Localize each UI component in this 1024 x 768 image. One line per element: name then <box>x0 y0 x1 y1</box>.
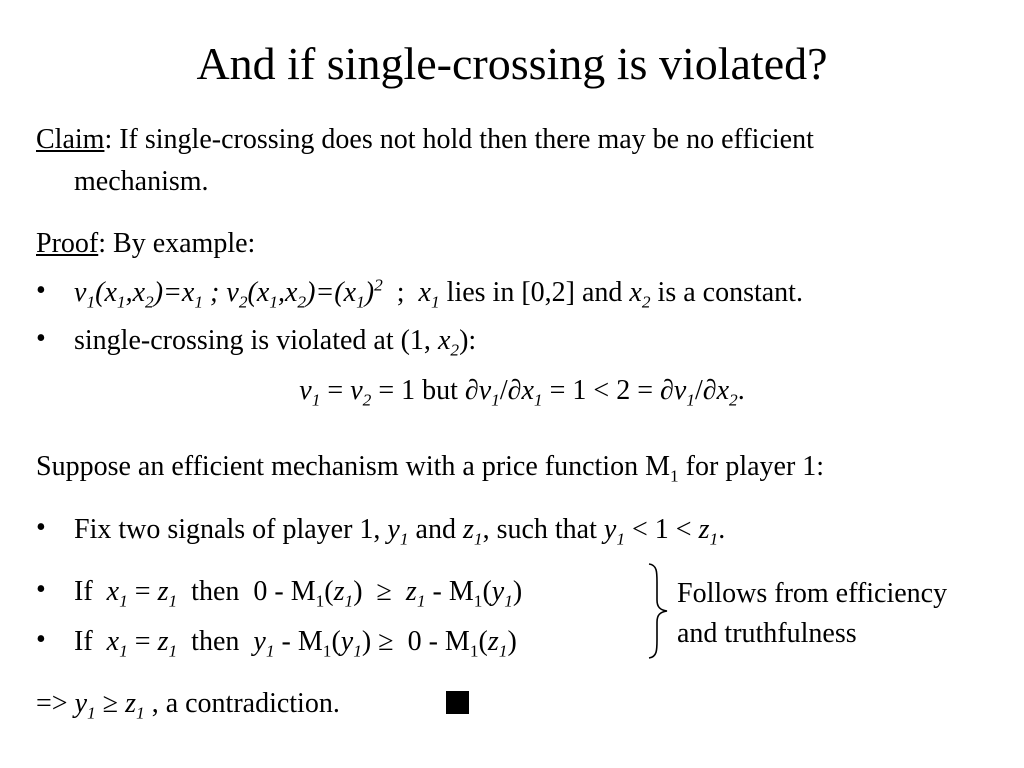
right-brace-icon <box>646 562 670 660</box>
bullet-marker: • <box>36 512 46 543</box>
note-line-2: and truthfulness <box>677 618 857 649</box>
claim-line-1 <box>36 122 814 158</box>
bullet-violation: single-crossing is violated at (1, $x_2$): <box>74 325 477 360</box>
conclusion-line: => $y_1 \ge z_1$ , a contradiction. <box>36 688 340 723</box>
claim-label: Claim <box>36 124 105 155</box>
bullet-if-2: If $x_1 = z_1$ then $y_1 - M_1(y_1) \ge 0 - M_1(z_1)$ <box>74 626 517 661</box>
claim-text-1: : If single-crossing does not hold then there may be no efficient <box>104 124 814 155</box>
note-line-1: Follows from efficiency <box>677 578 948 609</box>
slide-title: And if single-crossing is violated? <box>196 38 828 89</box>
claim-line-2: mechanism. <box>74 166 209 197</box>
bullet-if-1: If $x_1 = z_1$ then $0 - M_1(z_1) \ge z_1 - M_1(y_1)$ <box>74 576 523 611</box>
bullet-marker: • <box>36 275 46 306</box>
suppose-line: Suppose an efficient mechanism with a price function $M_1$ for player 1: <box>36 451 825 486</box>
proof-line <box>36 226 255 262</box>
bullet-fix-signals: Fix two signals of player 1, $y_1$ and $z_1$, such that $y_1 < 1 < z_1$. <box>74 514 726 549</box>
bullet-marker: • <box>36 624 46 655</box>
proof-text: : By example: <box>98 228 256 259</box>
qed-square-icon <box>446 691 469 714</box>
bullet-marker: • <box>36 574 46 605</box>
bullet-marker: • <box>36 323 46 354</box>
violation-equation: $v_1 = v_2 = 1$ but $\partial v_1/\partial x_1 = 1 < 2 = \partial v_1/\partial x_2$. <box>299 375 745 410</box>
proof-label: Proof <box>36 228 99 259</box>
bullet-functions: $v_1(x_1,x_2)=x_1$ ; $v_2(x_1,x_2)=(x_1)^2$ ; $x_1$ lies in [0,2] and $x_2$ is a constant. <box>74 275 803 312</box>
